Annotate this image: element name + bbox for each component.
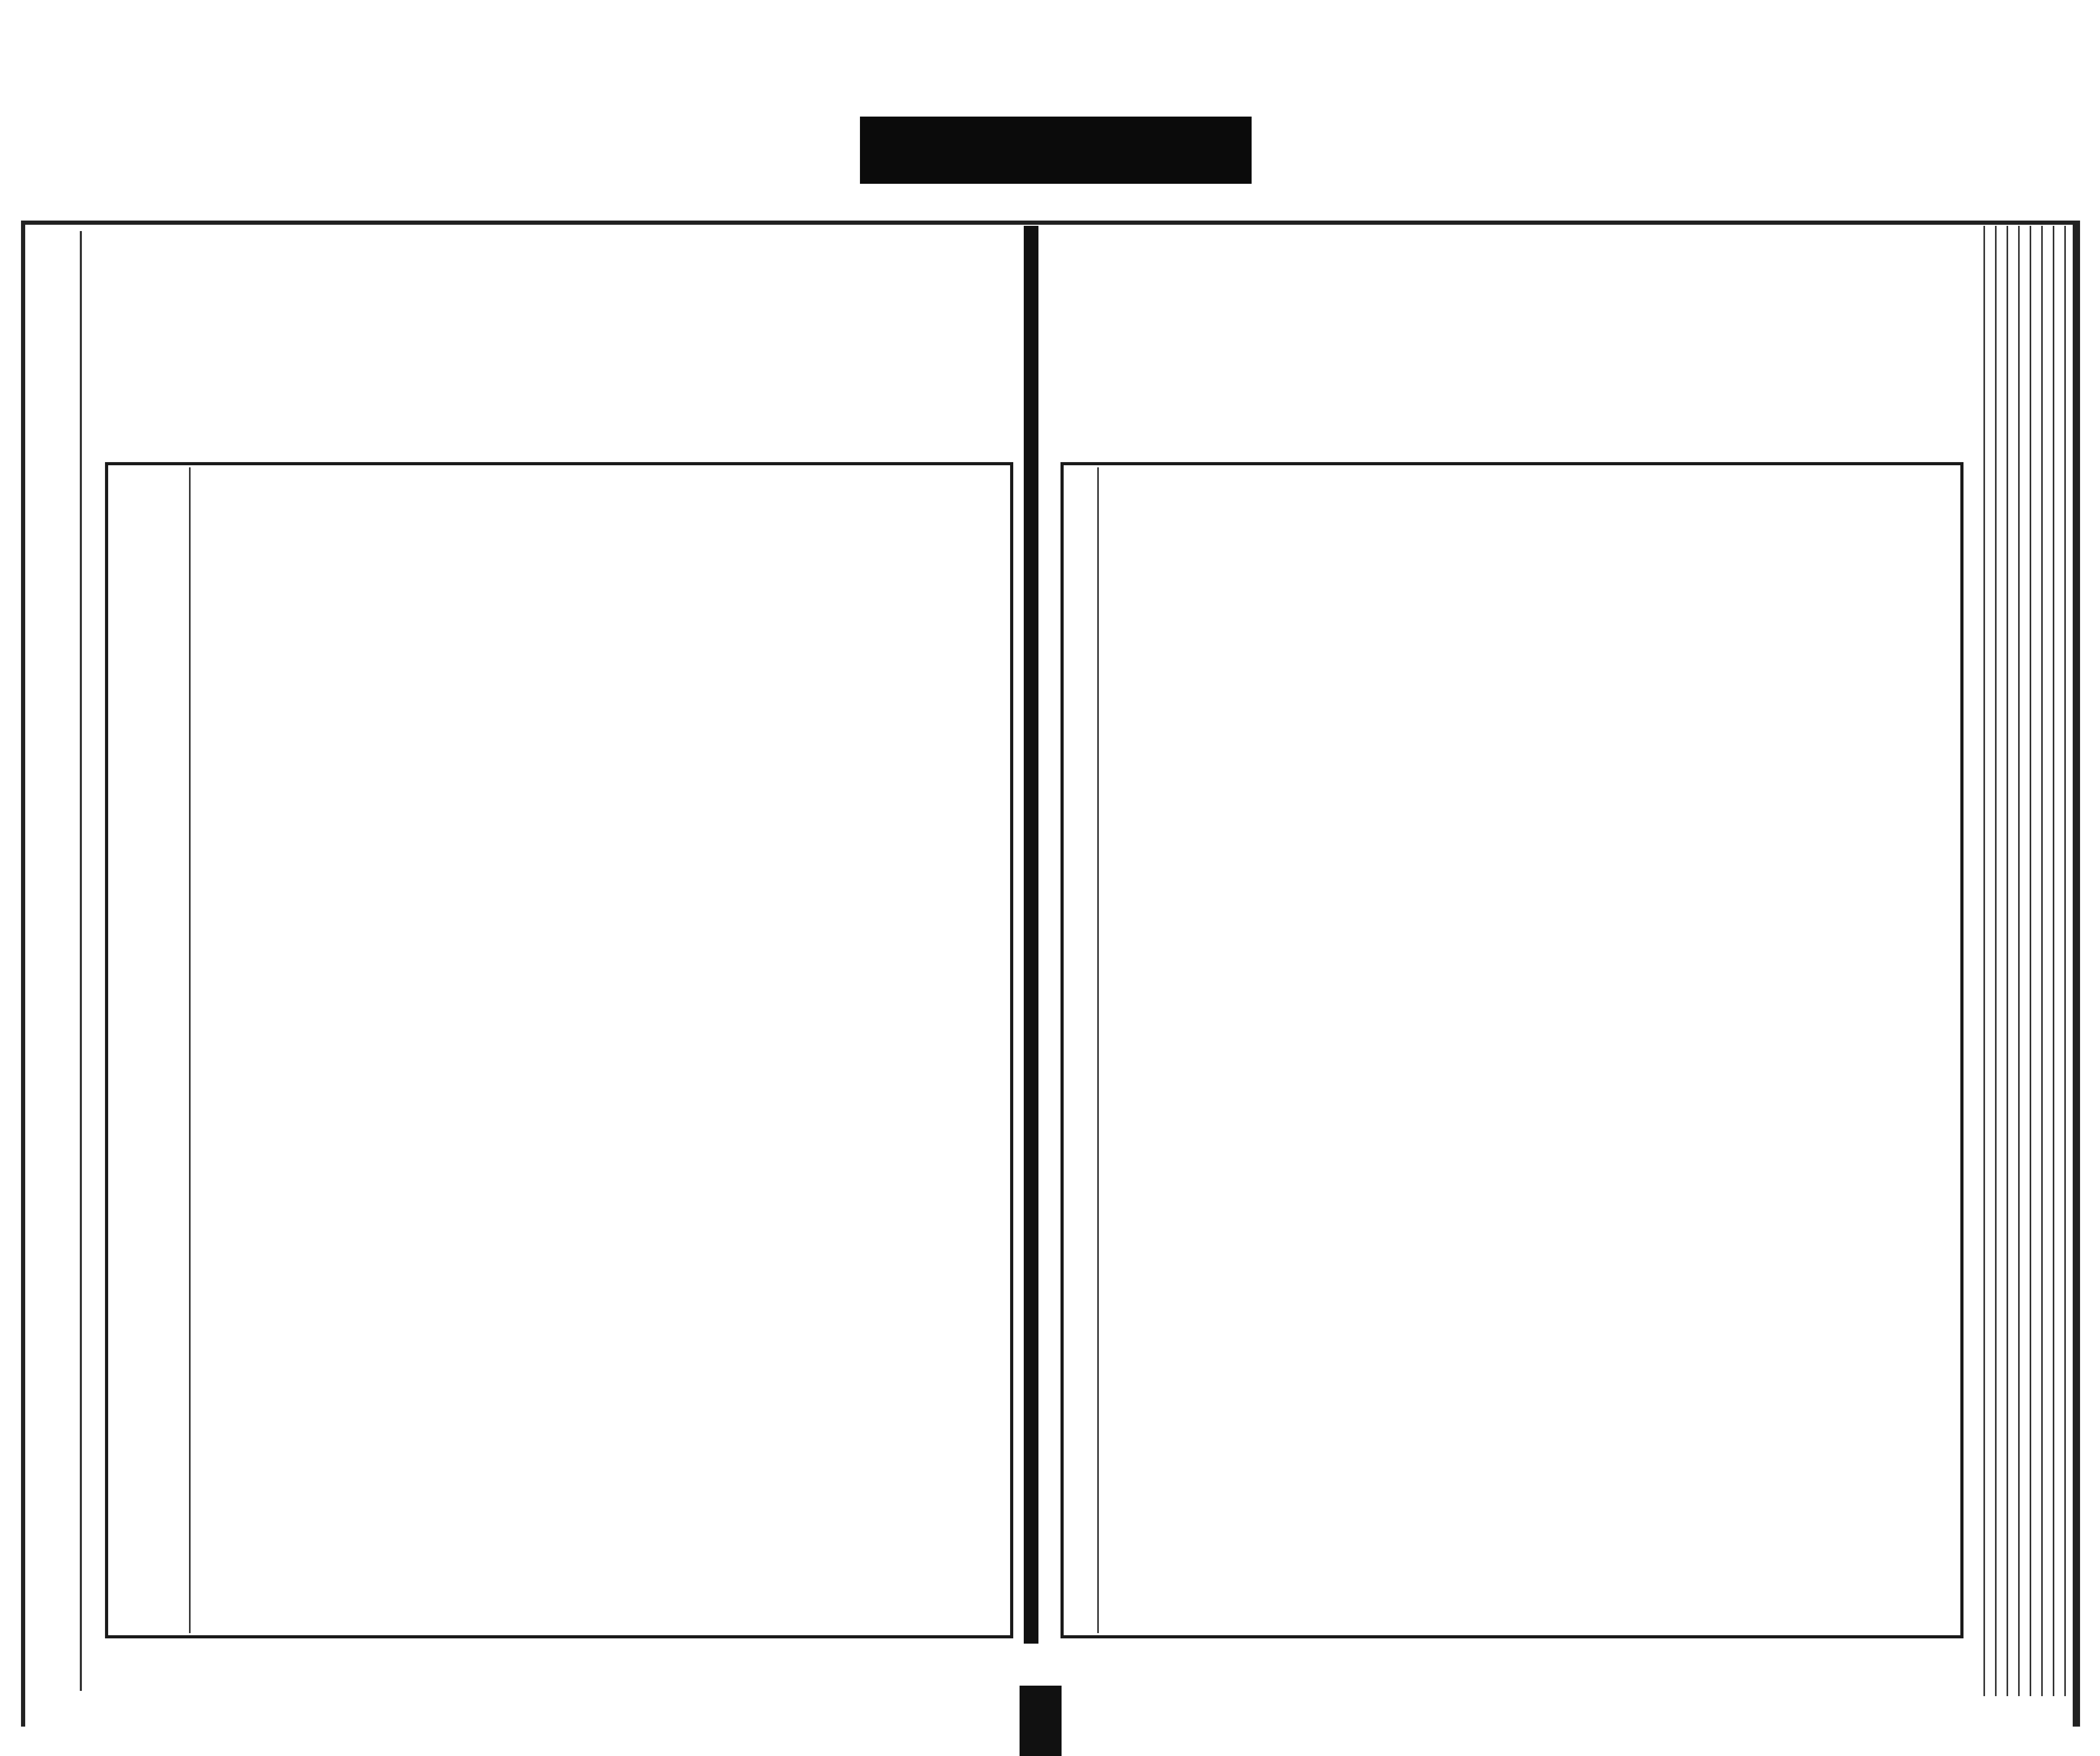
left-page-frame — [105, 462, 1013, 1638]
right-page-inner-rule — [1097, 467, 1099, 1633]
left-page-edge — [22, 231, 82, 1691]
right-page-edges — [1978, 226, 2073, 1696]
archive-label — [860, 117, 1252, 184]
left-page-inner-rule — [189, 467, 191, 1633]
book-binding — [1024, 226, 1038, 1644]
binding-tab — [1020, 1686, 1062, 1756]
right-page-frame — [1060, 462, 1964, 1638]
